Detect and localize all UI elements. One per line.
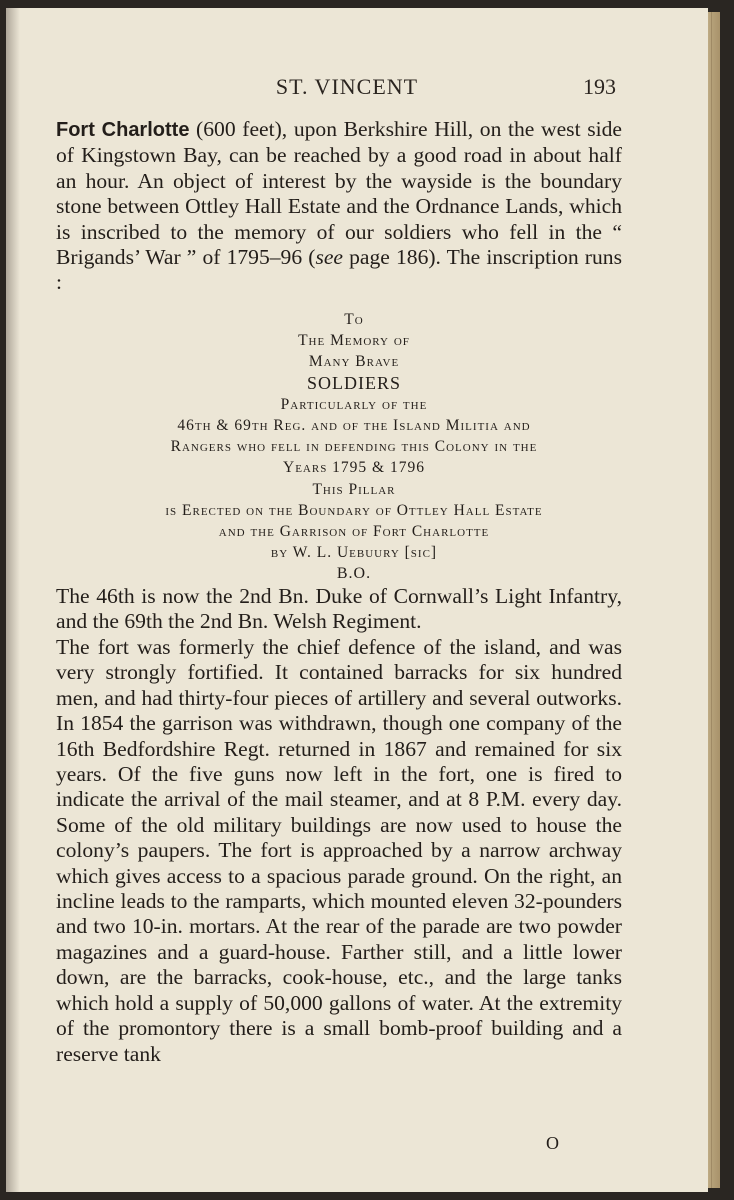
paragraph-text-end: page 186). The inscription runs : xyxy=(56,245,622,295)
inscription xyxy=(56,309,652,585)
see-reference: see xyxy=(315,245,344,270)
page-header xyxy=(6,74,708,106)
inscription-line: Many Brave xyxy=(308,353,400,371)
edge-line xyxy=(711,12,712,1188)
inscription-line: and the Garrison of Fort Charlotte xyxy=(218,523,490,541)
paragraph-fort-charlotte xyxy=(56,117,622,296)
paragraph-fort-history: The fort was formerly the chief defence of the island, and was very strongly fortified. It contained barracks for six hundred men, and had thirty-four pieces of artillery and several outworks. In 1854 the garrison was withdrawn, though one company of the 16th Bedfordshire Regt. returned in 1867 and remained for six years. Of the five guns now left in the fort, one is fired to indicate the arrival of the mail steamer, and at 8 P.M. every day. Some of the old military buildings are now used to house the colony’s paupers. The fort is approached by a narrow archway which gives access to a spacious parade ground. On the right, an incline leads to the ramparts, which mounted eleven 32-pounders and two 10-in. mortars. At the rear of the parade are two powder magazines and a guard-house. Farther still, and a little lower down, are the barracks, cook-house, etc., and the large tanks which hold a supply of 50,000 gallons of water. At the extremity of the promontory there is a small bomb-proof building and a reserve tank xyxy=(56,635,622,1066)
paragraph-text: (600 feet), upon Berkshire Hill, on the west side of Kingstown Bay, can be reached by a good road in about half an hour. An object of interest by the wayside is the boundary stone between Ottley Hall Estate and the Ordnance Lands, which is inscribed to the memory of our soldiers who fell in the “ Brigands’ War ” of 1795–96 ( xyxy=(56,117,622,270)
inscription-line: 46th & 69th Reg. and of the Island Militia and xyxy=(177,417,531,435)
inscription-line: This Pillar xyxy=(312,480,396,498)
inscription-line: Years 1795 & 1796 xyxy=(283,459,425,477)
running-head: ST. VINCENT xyxy=(275,74,419,99)
spine-shadow xyxy=(6,8,20,1192)
bold-lead: Fort Charlotte xyxy=(56,119,190,141)
inscription-line: B.O. xyxy=(336,565,372,583)
inscription-line: is Erected on the Boundary of Ottley Hall Estate xyxy=(165,501,543,519)
book-page xyxy=(6,8,708,1192)
inscription-line: by W. L. Uebuury [sic] xyxy=(270,544,438,562)
paragraph-regiments: The 46th is now the 2nd Bn. Duke of Cornwall’s Light Infantry, and the 69th the 2nd Bn. Welsh Regiment. xyxy=(56,584,622,634)
inscription-line: The Memory of xyxy=(298,332,410,350)
inscription-line: To xyxy=(344,311,364,328)
signature-mark: O xyxy=(546,1133,559,1153)
page-number: 193 xyxy=(583,74,616,99)
inscription-line: SOLDIERS xyxy=(306,372,401,393)
inscription-line: Particularly of the xyxy=(280,395,428,413)
inscription-line: Rangers who fell in defending this Colony in the xyxy=(170,438,538,456)
